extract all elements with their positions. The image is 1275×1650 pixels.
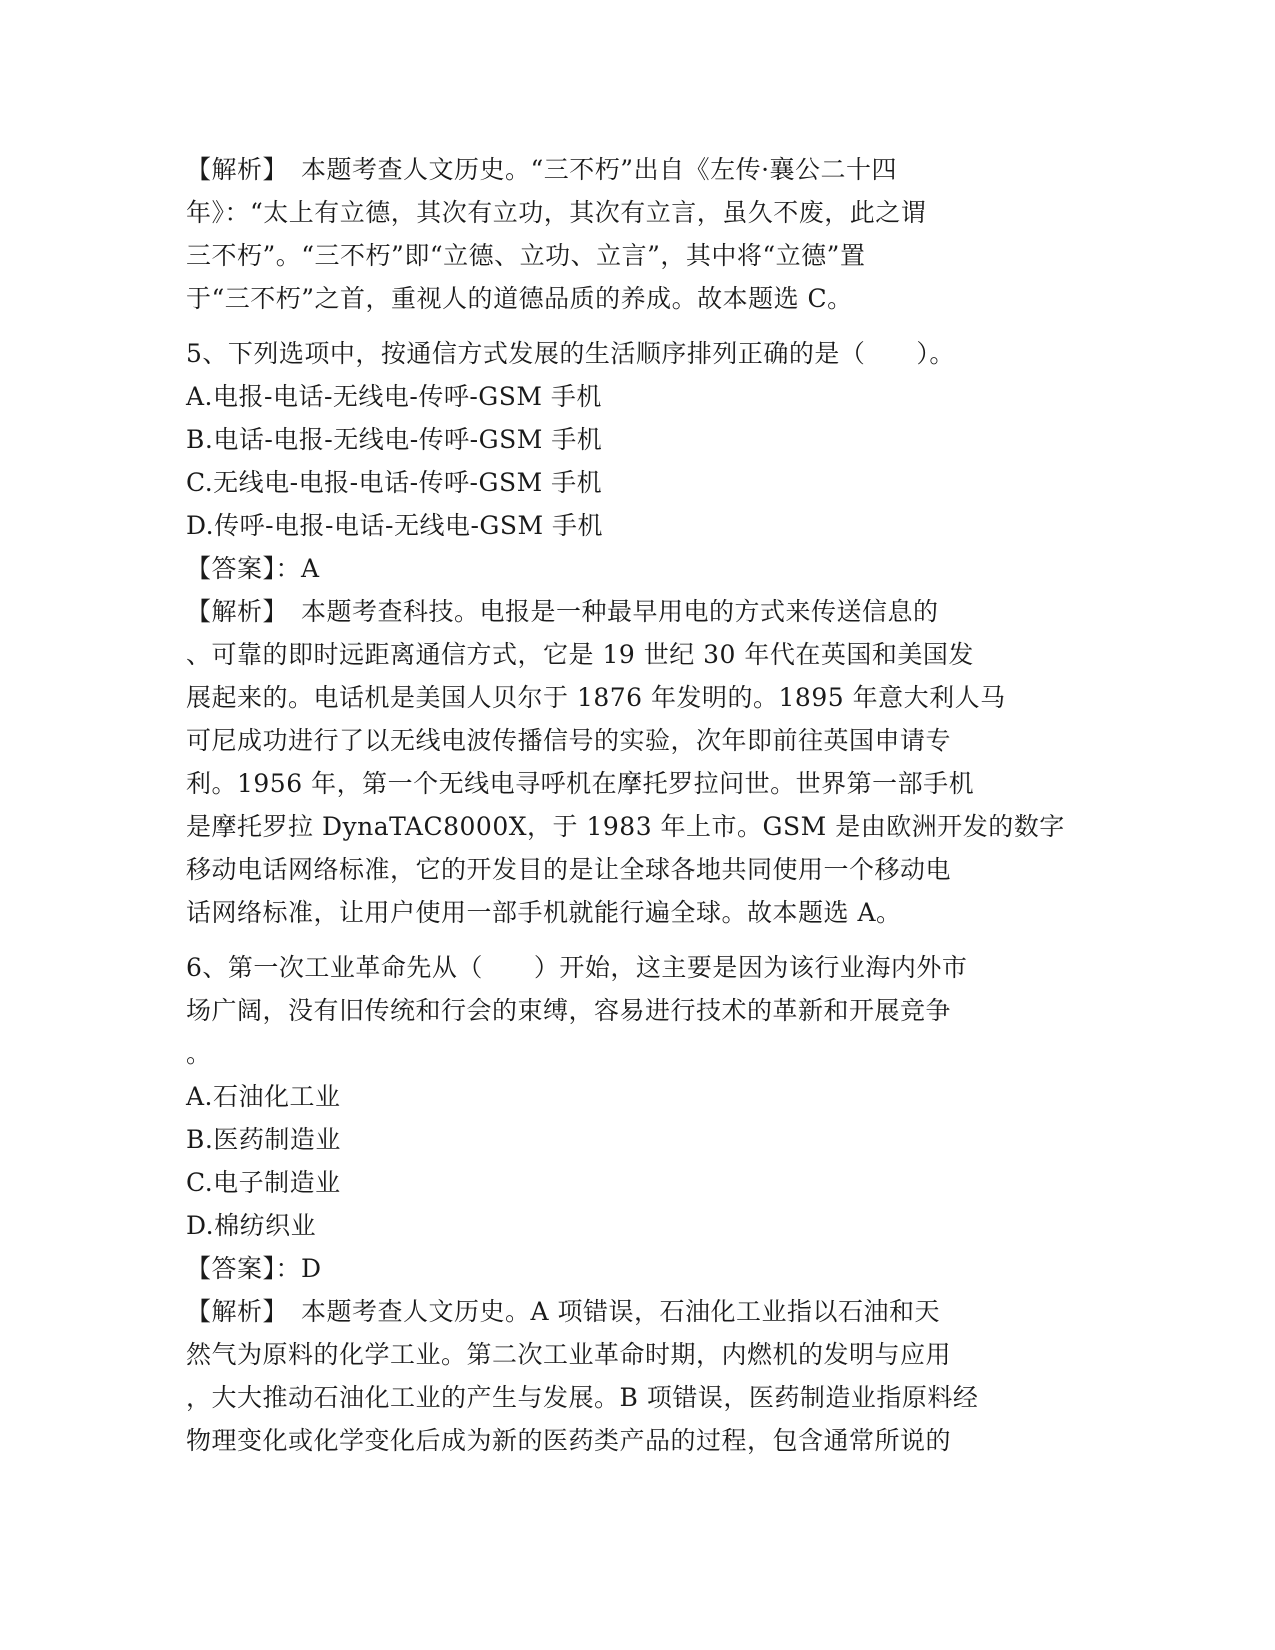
option-b: B.电话-电报-无线电-传呼-GSM 手机 xyxy=(186,425,603,454)
analysis-line: ，大大推动石油化工业的产生与发展。B 项错误，医药制造业指原料经 xyxy=(186,1383,979,1412)
analysis-block-q4 xyxy=(186,148,1086,320)
analysis-line: 【解析】 本题考查科技。电报是一种最早用电的方式来传送信息的 xyxy=(186,597,939,626)
analysis-line: 是摩托罗拉 DynaTAC8000X，于 1983 年上市。GSM 是由欧洲开发的数字 xyxy=(186,812,1065,841)
analysis-line: 物理变化或化学变化后成为新的医药类产品的过程，包含通常所说的 xyxy=(186,1426,952,1455)
question-6 xyxy=(186,946,1086,1462)
analysis-line: 三不朽”。“三不朽”即“立德、立功、立言”，其中将“立德”置 xyxy=(186,241,866,270)
analysis-line: 利。1956 年，第一个无线电寻呼机在摩托罗拉问世。世界第一部手机 xyxy=(186,769,975,798)
analysis-line: 可尼成功进行了以无线电波传播信号的实验，次年即前往英国申请专 xyxy=(186,726,952,755)
analysis-line: 年》：“太上有立德，其次有立功，其次有立言，虽久不废，此之谓 xyxy=(186,198,927,227)
option-d: D.棉纺织业 xyxy=(186,1211,317,1240)
analysis-line: 移动电话网络标准，它的开发目的是让全球各地共同使用一个移动电 xyxy=(186,855,952,884)
answer-line: 【答案】：A xyxy=(186,554,320,583)
option-a: A.电报-电话-无线电-传呼-GSM 手机 xyxy=(186,382,602,411)
analysis-line: 、可靠的即时远距离通信方式，它是 19 世纪 30 年代在英国和美国发 xyxy=(186,640,974,669)
question-5 xyxy=(186,332,1086,934)
question-stem: 6、第一次工业革命先从（ ）开始，这主要是因为该行业海内外市 xyxy=(186,953,968,982)
answer-line: 【答案】：D xyxy=(186,1254,322,1283)
option-d: D.传呼-电报-电话-无线电-GSM 手机 xyxy=(186,511,604,540)
question-stem: 场广阔，没有旧传统和行会的束缚，容易进行技术的革新和开展竞争 xyxy=(186,996,952,1025)
option-a: A.石油化工业 xyxy=(186,1082,341,1111)
question-stem: 。 xyxy=(186,1039,212,1068)
option-c: C.电子制造业 xyxy=(186,1168,341,1197)
analysis-line: 【解析】 本题考查人文历史。“三不朽”出自《左传·襄公二十四 xyxy=(186,155,898,184)
analysis-line: 展起来的。电话机是美国人贝尔于 1876 年发明的。1895 年意大利人马 xyxy=(186,683,1006,712)
option-b: B.医药制造业 xyxy=(186,1125,341,1154)
analysis-line: 然气为原料的化学工业。第二次工业革命时期，内燃机的发明与应用 xyxy=(186,1340,952,1369)
option-c: C.无线电-电报-电话-传呼-GSM 手机 xyxy=(186,468,603,497)
analysis-line: 话网络标准，让用户使用一部手机就能行遍全球。故本题选 A。 xyxy=(186,898,902,927)
analysis-line: 【解析】 本题考查人文历史。A 项错误，石油化工业指以石油和天 xyxy=(186,1297,941,1326)
document-page xyxy=(186,148,1086,1462)
question-stem: 5、下列选项中，按通信方式发展的生活顺序排列正确的是（ ）。 xyxy=(186,339,955,368)
analysis-line: 于“三不朽”之首，重视人的道德品质的养成。故本题选 C。 xyxy=(186,284,853,313)
